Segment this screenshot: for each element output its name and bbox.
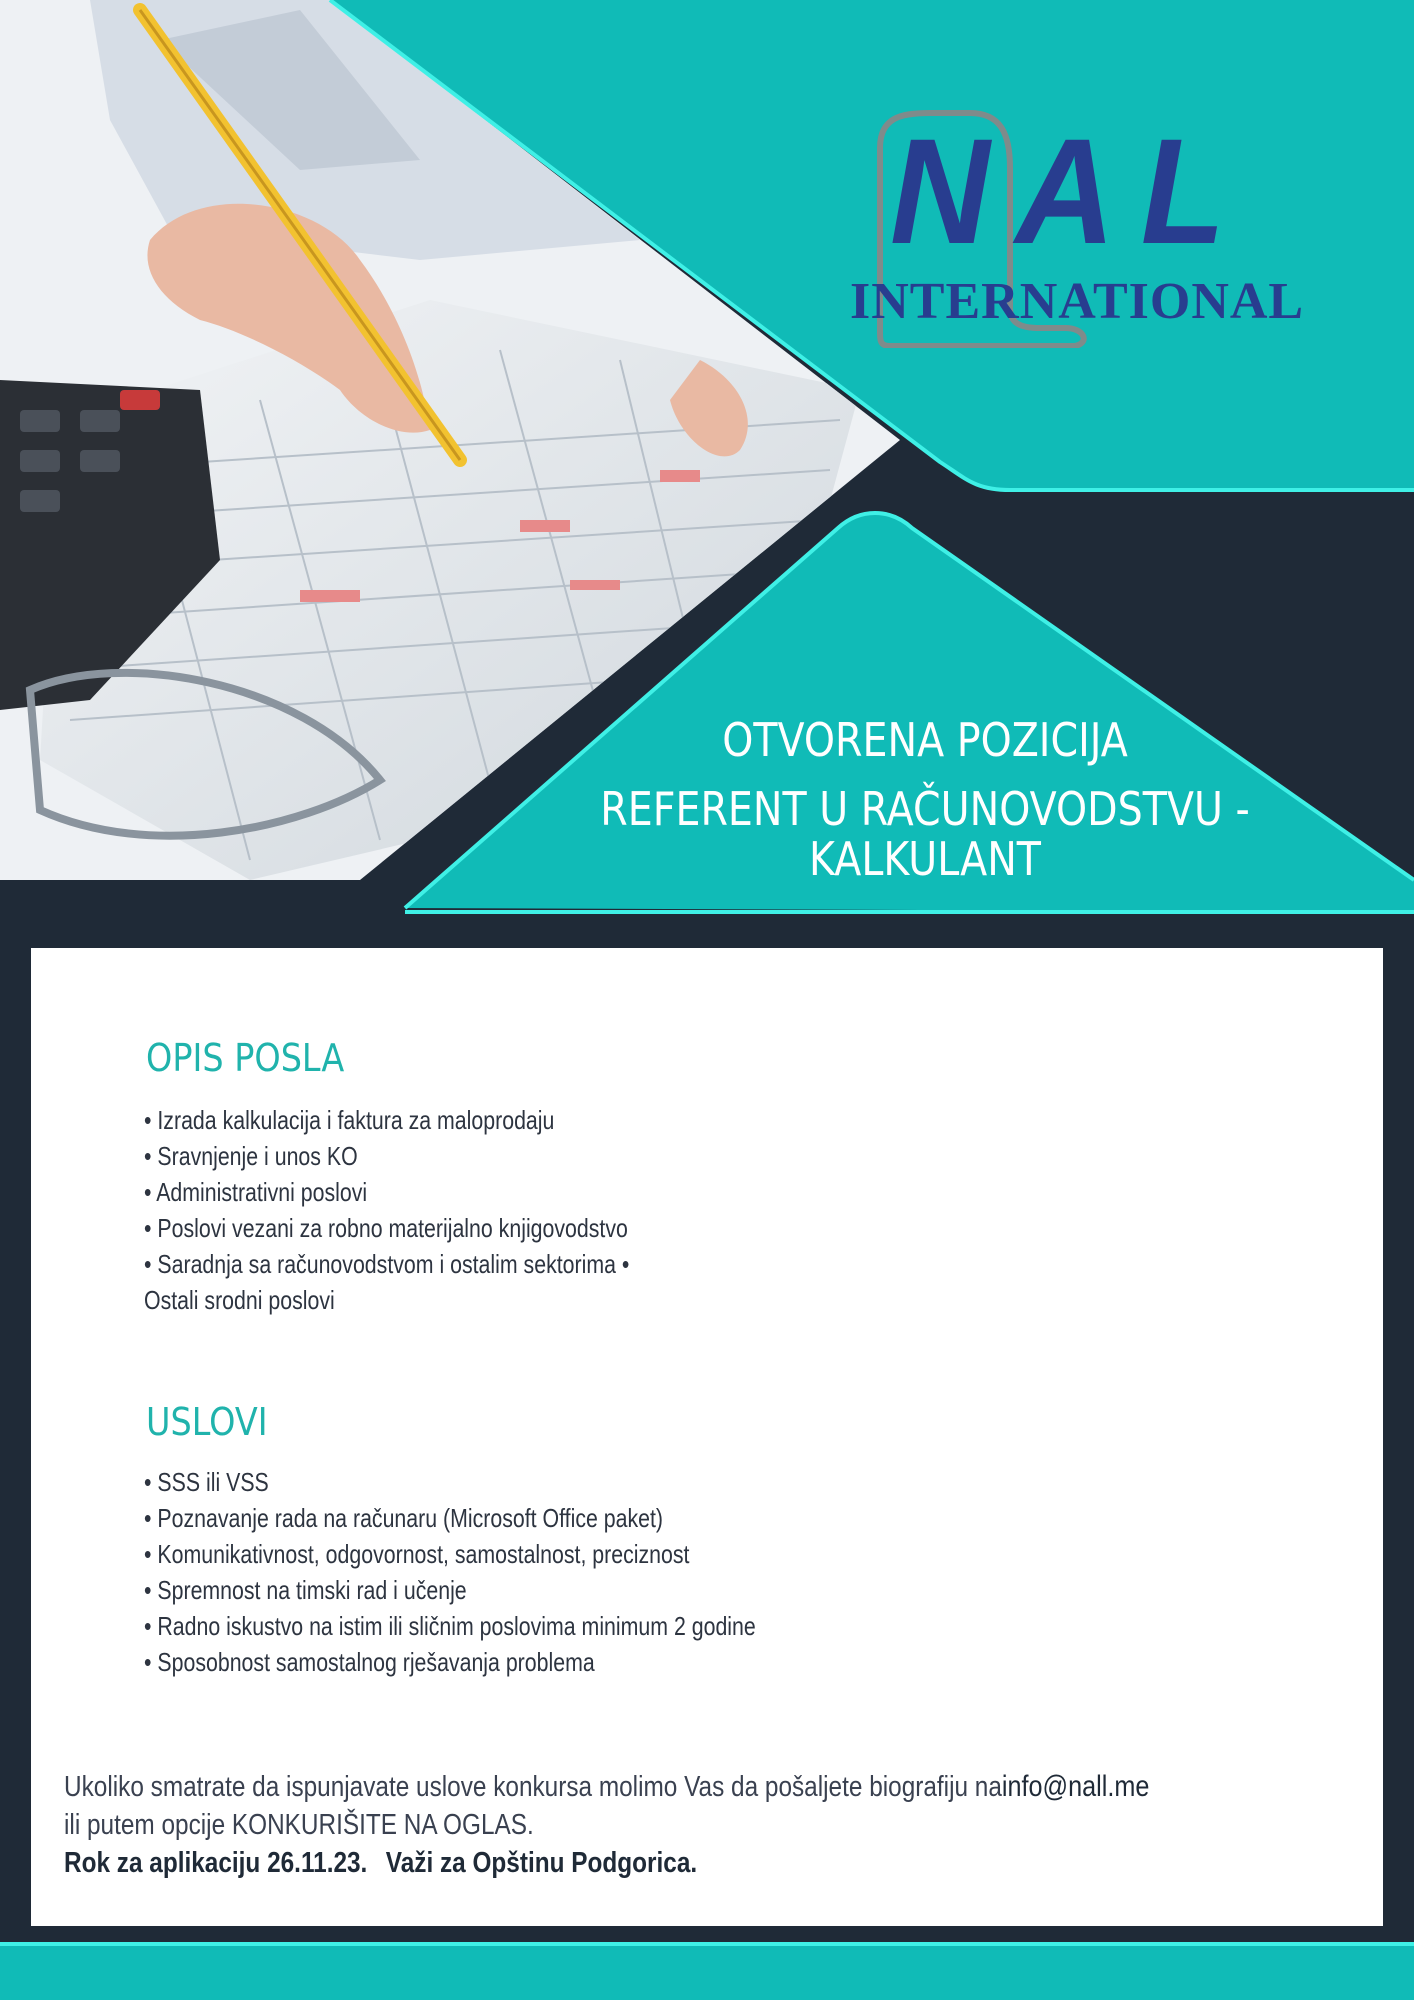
application-deadline: Rok za aplikaciju 26.11.23.	[64, 1847, 368, 1879]
hero-header	[0, 0, 1414, 940]
bottom-teal-bar	[0, 1946, 1414, 2000]
application-instructions: Ukoliko smatrate da ispunjavate uslove konkursa molimo Vas da pošaljete biografiju na	[64, 1771, 1002, 1803]
job-description-list	[144, 1102, 629, 1318]
job-description-heading: OPIS POSLA	[146, 1036, 345, 1080]
list-item: • Sposobnost samostalnog rješavanja problema	[144, 1647, 595, 1677]
position-title-line2: KALKULANT	[809, 832, 1041, 886]
list-item: • Poznavanje rada na računaru (Microsoft Office paket)	[144, 1503, 664, 1533]
location-note: Važi za Opštinu Podgorica.	[385, 1847, 698, 1879]
application-instructions-2: ili putem opcije KONKURIŠITE NA OGLAS.	[64, 1809, 534, 1841]
list-item: • Sravnjenje i unos KO	[144, 1141, 358, 1171]
requirements-heading: USLOVI	[146, 1400, 268, 1444]
application-info	[64, 1768, 1149, 1882]
list-item: • Poslovi vezani za robno materijalno knjigovodstvo	[144, 1213, 628, 1243]
list-item: Ostali srodni poslovi	[144, 1285, 335, 1315]
requirements-list	[144, 1464, 756, 1680]
list-item: • Komunikativnost, odgovornost, samostalnost, preciznost	[144, 1539, 690, 1569]
list-item: • Spremnost na timski rad i učenje	[144, 1575, 467, 1605]
list-item: • Izrada kalkulacija i faktura za maloprodaju	[144, 1105, 555, 1135]
job-details-card	[31, 948, 1383, 1926]
list-item: • Saradnja sa računovodstvom i ostalim sektorima •	[144, 1249, 630, 1279]
open-position-label: OTVORENA POZICIJA	[722, 713, 1128, 767]
deadline-line	[64, 1844, 1149, 1882]
contact-email-link[interactable]: info@nall.me	[1001, 1770, 1150, 1803]
position-title-line1: REFERENT U RAČUNOVODSTVU -	[600, 782, 1250, 836]
position-title-block	[577, 708, 1274, 884]
list-item: • Radno iskustvo na istim ili sličnim poslovima minimum 2 godine	[144, 1611, 756, 1641]
logo-nal-text: NAL	[890, 107, 1251, 275]
company-logo	[850, 108, 1350, 348]
list-item: • Administrativni poslovi	[144, 1177, 368, 1207]
list-item: • SSS ili VSS	[144, 1467, 269, 1497]
logo-international-text: INTERNATIONAL	[850, 273, 1305, 330]
